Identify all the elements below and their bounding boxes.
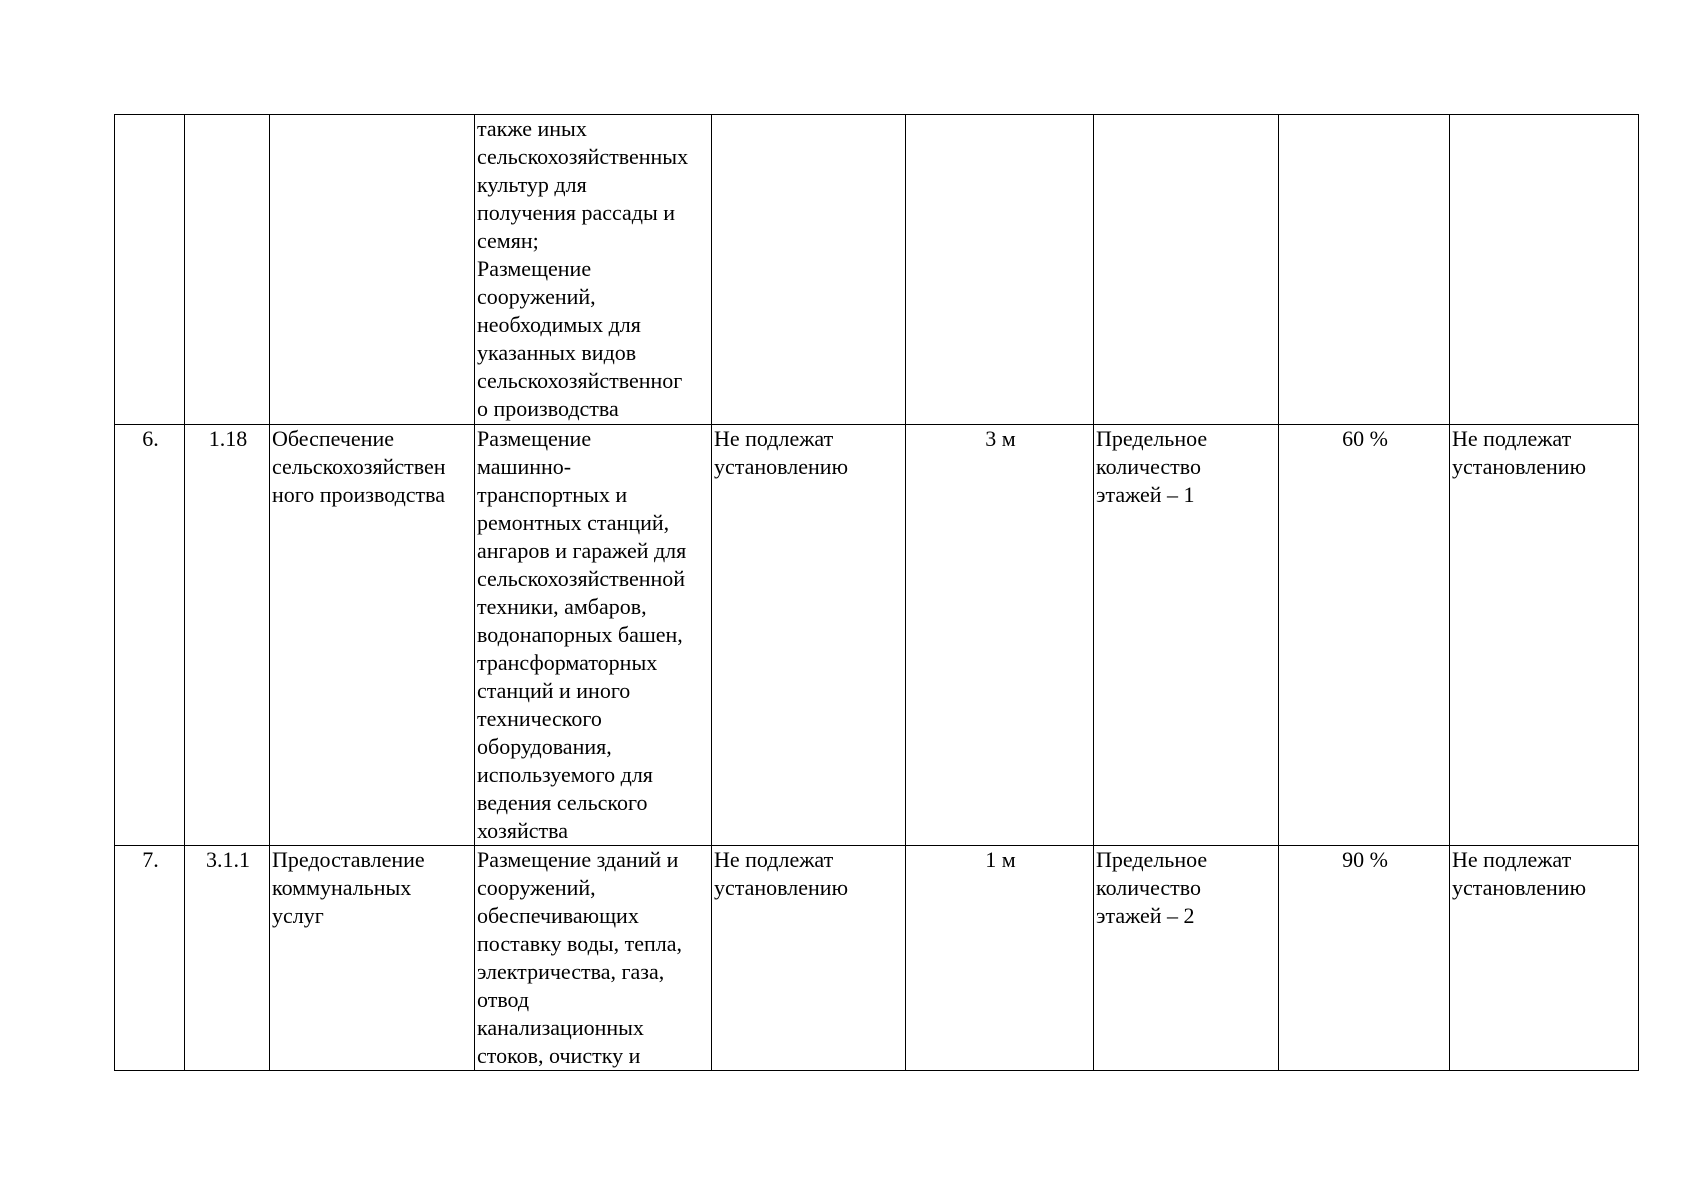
table-row bbox=[115, 115, 1639, 425]
other-params-cell: Не подлежат установлению bbox=[1450, 425, 1639, 846]
area-cell bbox=[712, 115, 906, 425]
description-cell: Размещение машинно- транспортных и ремонтных станций, ангаров и гаражей для сельскохозяйственной техники, амбаров, водонапорных башен, трансформаторных станций и иного технического оборудования, используемого для ведения сельского хозяйства bbox=[475, 425, 712, 846]
use-name-cell bbox=[270, 115, 475, 425]
other-params-cell: Не подлежат установлению bbox=[1450, 846, 1639, 1071]
code-cell: 3.1.1 bbox=[185, 846, 270, 1071]
floors-cell: Предельное количество этажей – 1 bbox=[1094, 425, 1279, 846]
setback-cell: 1 м bbox=[906, 846, 1094, 1071]
code-cell: 1.18 bbox=[185, 425, 270, 846]
coverage-cell bbox=[1279, 115, 1450, 425]
coverage-cell: 60 % bbox=[1279, 425, 1450, 846]
table-row bbox=[115, 425, 1639, 846]
description-cell: Размещение зданий и сооружений, обеспечивающих поставку воды, тепла, электричества, газа, отвод канализационных стоков, очистку и bbox=[475, 846, 712, 1071]
setback-cell: 3 м bbox=[906, 425, 1094, 846]
coverage-cell: 90 % bbox=[1279, 846, 1450, 1071]
row-number-cell bbox=[115, 115, 185, 425]
description-cell: также иных сельскохозяйственных культур для получения рассады и семян; Размещение сооружений, необходимых для указанных видов сельскохозяйственног о производства bbox=[475, 115, 712, 425]
area-cell: Не подлежат установлению bbox=[712, 846, 906, 1071]
row-number-cell: 7. bbox=[115, 846, 185, 1071]
regulations-table bbox=[114, 114, 1639, 1071]
setback-cell bbox=[906, 115, 1094, 425]
use-name-cell: Обеспечение сельскохозяйствен ного производства bbox=[270, 425, 475, 846]
floors-cell: Предельное количество этажей – 2 bbox=[1094, 846, 1279, 1071]
use-name-cell: Предоставление коммунальных услуг bbox=[270, 846, 475, 1071]
table-row bbox=[115, 846, 1639, 1071]
other-params-cell bbox=[1450, 115, 1639, 425]
row-number-cell: 6. bbox=[115, 425, 185, 846]
floors-cell bbox=[1094, 115, 1279, 425]
area-cell: Не подлежат установлению bbox=[712, 425, 906, 846]
code-cell bbox=[185, 115, 270, 425]
